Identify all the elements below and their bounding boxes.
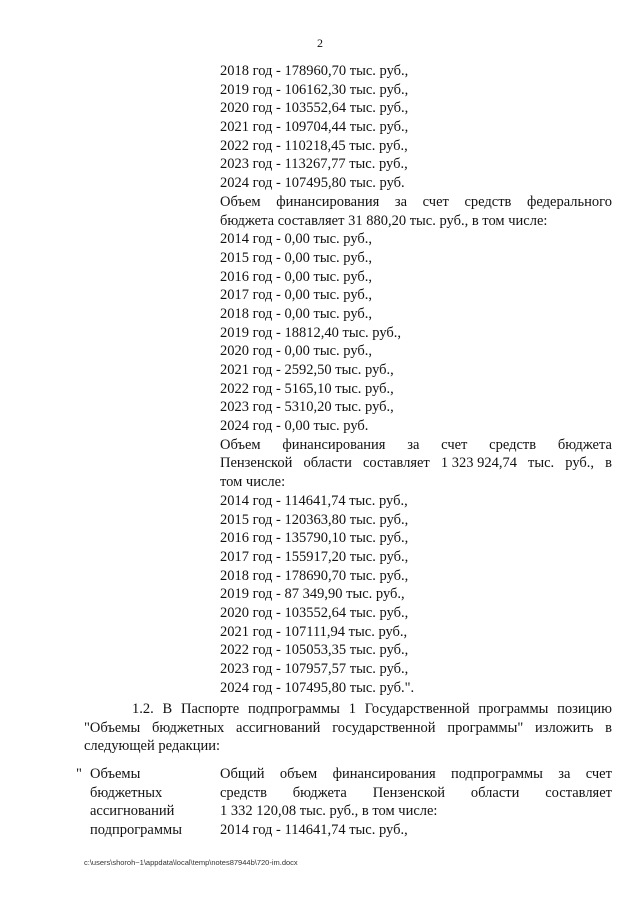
page-number: 2 [317,36,323,50]
word: подпрограммы [450,766,543,782]
word: тыс. [528,455,555,472]
table-right-line-4: 2014 год - 114641,74 тыс. руб., [220,822,408,839]
year-line: 2014 год - 0,00 тыс. руб., [220,231,373,248]
federal-heading-line [220,193,612,212]
year-line: 2017 год - 155917,20 тыс. руб., [220,548,409,565]
footer-file-path: c:\users\shoroh~1\appdata\local\temp\notes87944b\720-im.docx [84,858,298,867]
year-line: 2020 год - 103552,64 тыс. руб., [220,100,409,117]
table-left-line: бюджетных [90,784,163,801]
year-line: 2015 год - 120363,80 тыс. руб., [220,511,409,528]
word: Объем [220,193,261,210]
word: финансирования [282,436,386,453]
year-line: 2016 год - 135790,10 тыс. руб., [220,530,409,547]
word: счет [422,193,449,210]
word: финансирования [276,193,380,210]
word: средств [220,784,267,801]
word: за [394,193,408,210]
year-line: 2019 год - 18812,40 тыс. руб., [220,324,402,341]
word: области [470,784,520,801]
year-line: 2018 год - 0,00 тыс. руб., [220,305,373,322]
section-1-2-text: 1.2. В Паспорте подпрограммы 1 Государственной программы позицию "Объемы бюджетных ассигнований государственной программы" изложить в следующей редакции: [84,701,612,755]
word: финансирования [332,766,436,782]
word: Общий [220,766,265,782]
year-line: 2024 год - 0,00 тыс. руб. [220,418,369,435]
year-line: 2022 год - 110218,45 тыс. руб., [220,137,408,154]
year-line: 2023 год - 113267,77 тыс. руб., [220,156,408,173]
regional-heading-continuation: том числе: [220,474,286,491]
federal-heading-continuation: бюджета составляет 31 880,20 тыс. руб., в том числе: [220,212,548,229]
year-line: 2023 год - 5310,20 тыс. руб., [220,399,394,416]
top-year-list [220,62,612,193]
year-line: 2024 год - 107495,80 тыс. руб.". [220,679,415,696]
regional-year-list [220,492,612,698]
table-opening-quote: " [76,766,82,782]
year-line: 2021 год - 2592,50 тыс. руб., [220,362,394,378]
year-line: 2016 год - 0,00 тыс. руб., [220,268,373,285]
year-line: 2018 год - 178960,70 тыс. руб., [220,63,409,79]
word: за [407,436,420,453]
table-left-line: ассигнований [90,803,175,820]
word: составляет [363,455,430,472]
financing-column [220,62,612,697]
table-right-line-1 [220,765,612,784]
table-left-line: подпрограммы [90,822,182,839]
word: составляет [545,784,612,801]
table-right-line-3: 1 332 120,08 тыс. руб., в том числе: [220,803,438,820]
federal-year-list [220,230,612,436]
word: средств [489,436,537,453]
year-line: 2021 год - 107111,94 тыс. руб., [220,623,408,640]
year-line: 2022 год - 5165,10 тыс. руб., [220,380,394,397]
year-line: 2021 год - 109704,44 тыс. руб., [220,119,409,136]
word: счет [585,766,612,782]
table-right-cell [220,765,612,840]
word: счет [441,436,468,453]
word: 1 323 924,74 [440,455,517,472]
table-left-cell [90,765,210,840]
year-line: 2022 год - 105053,35 тыс. руб., [220,642,409,659]
table-left-line: Объемы [90,766,141,782]
word: Пензенской [220,455,293,472]
year-line: 2020 год - 103552,64 тыс. руб., [220,604,409,621]
word: Объем [220,436,261,453]
year-line: 2023 год - 107957,57 тыс. руб., [220,661,409,677]
word: области [303,455,352,472]
year-line: 2019 год - 106162,30 тыс. руб., [220,81,409,98]
word: руб., [565,455,595,472]
regional-heading-line-2 [220,454,612,473]
word: бюджета [557,436,612,453]
word: объем [279,766,318,782]
section-1-2 [84,700,612,756]
year-line: 2015 год - 0,00 тыс. руб., [220,249,373,266]
year-line: 2017 год - 0,00 тыс. руб., [220,287,373,304]
year-line: 2024 год - 107495,80 тыс. руб. [220,175,405,192]
word: в [605,455,612,472]
year-line: 2014 год - 114641,74 тыс. руб., [220,492,408,509]
table-right-line-2 [220,784,612,803]
word: за [558,766,571,782]
word: федерального [527,193,612,210]
word: бюджета [292,784,347,801]
regional-heading-line [220,436,612,455]
year-line: 2018 год - 178690,70 тыс. руб., [220,567,409,584]
year-line: 2020 год - 0,00 тыс. руб., [220,343,373,360]
year-line: 2019 год - 87 349,90 тыс. руб., [220,586,405,603]
word: Пензенской [372,784,446,801]
word: средств [464,193,512,210]
